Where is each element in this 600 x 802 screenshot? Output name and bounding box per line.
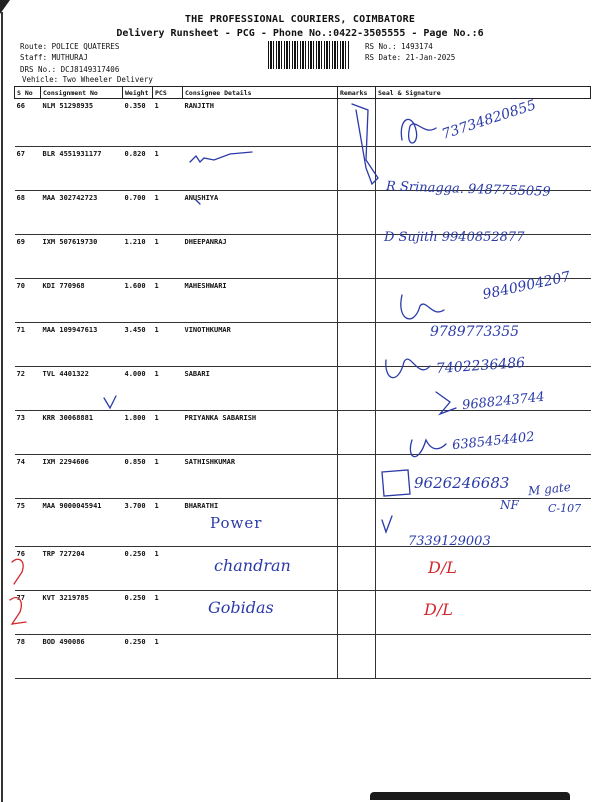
scan-left-edge [1,12,3,802]
cell-weight: 3.700 [123,499,153,547]
table-row [15,635,591,679]
cell-remarks [338,547,376,591]
cell-pcs: 1 [153,147,183,191]
cell-remarks [338,499,376,547]
cell-remarks [338,147,376,191]
cell-weight: 0.250 [123,635,153,679]
cell-sno: 67 [15,147,41,191]
cell-remarks [338,99,376,147]
cell-consignment: KVT 3219785 [41,591,123,635]
cell-sno: 68 [15,191,41,235]
staff-label: Staff: MUTHURAJ [20,53,88,62]
cell-remarks [338,591,376,635]
cell-pcs: 1 [153,191,183,235]
cell-consignee: RANJITH [183,99,338,147]
cell-signature [376,635,591,679]
row-78-delivered-mark: D/L [424,600,453,619]
cell-weight: 0.850 [123,455,153,499]
table-header-row [15,87,591,99]
cell-pcs: 1 [153,455,183,499]
cell-weight: 1.600 [123,279,153,323]
cell-sno: 71 [15,323,41,367]
cell-sno: 77 [15,591,41,635]
cell-consignment: KRR 30068881 [41,411,123,455]
cell-remarks [338,455,376,499]
cell-remarks [338,235,376,279]
cell-sno: 69 [15,235,41,279]
cell-consignee [183,635,338,679]
cell-consignment: BOD 490086 [41,635,123,679]
cell-sno: 78 [15,635,41,679]
cell-consignment: IXM 2294606 [41,455,123,499]
cell-weight: 0.700 [123,191,153,235]
row-77-delivered-mark: D/L [428,558,457,577]
vehicle-label: Vehicle: Two Wheeler Delivery [22,75,153,84]
row-78-consignee-handwriting: Gobidas [208,598,274,617]
row-76-consignee-handwriting: Power [210,514,263,532]
cell-consignee: DHEEPANRAJ [183,235,338,279]
cell-consignment: MAA 109947613 [41,323,123,367]
cell-remarks [338,279,376,323]
col-header-sno: S No [15,87,41,99]
table-row [15,547,591,591]
rs-date: RS Date: 21-Jan-2025 [365,53,456,62]
scan-bottom-smudge [370,792,570,800]
cell-signature [376,547,591,591]
cell-sno: 70 [15,279,41,323]
cell-pcs: 1 [153,99,183,147]
col-header-remarks: Remarks [338,87,376,99]
cell-remarks [338,411,376,455]
cell-remarks [338,323,376,367]
cell-consignee: MAHESHWARI [183,279,338,323]
cell-remarks [338,635,376,679]
cell-sno: 76 [15,547,41,591]
cell-consignment: BLR 4551931177 [41,147,123,191]
cell-weight: 0.250 [123,591,153,635]
company-title: THE PROFESSIONAL COURIERS, COIMBATORE [184,14,416,25]
row-74-phone-handwriting: 6385454402 [451,429,536,454]
cell-consignee: PRIYANKA SABARISH [183,411,338,455]
row-75-phone-handwriting: 9626246683 [414,474,510,492]
row-72-phone-handwriting: 7402236486 [435,354,526,378]
col-header-consignee: Consignee Details [183,87,338,99]
row-75-door-handwriting: C-107 [548,502,582,515]
runsheet-table [14,86,591,679]
row-75-floor-handwriting: NF [500,498,519,512]
cell-weight: 1.800 [123,411,153,455]
row-69-signature-handwriting: D Sujith 9940852877 [384,230,525,245]
cell-consignee: BHARATHI [183,499,338,547]
route-label: Route: POLICE QUATERES [20,42,120,51]
cell-signature [376,591,591,635]
cell-weight: 1.210 [123,235,153,279]
cell-sno: 74 [15,455,41,499]
cell-weight: 0.250 [123,547,153,591]
cell-consignment: IXM 507619730 [41,235,123,279]
cell-remarks [338,367,376,411]
cell-consignment: KDI 770968 [41,279,123,323]
row-75-address-handwriting: M gate [527,479,572,499]
cell-remarks [338,191,376,235]
cell-consignee: ANUSHIYA [183,191,338,235]
row-73-phone-handwriting: 9688243744 [461,389,546,414]
col-header-pcs: PCS [153,87,183,99]
cell-weight: 0.820 [123,147,153,191]
cell-sno: 66 [15,99,41,147]
col-header-weight: Weight [123,87,153,99]
cell-consignee [183,147,338,191]
rs-number: RS No.: 1493174 [365,42,433,51]
cell-consignment: NLM 51298935 [41,99,123,147]
cell-consignment: MAA 302742723 [41,191,123,235]
cell-weight: 3.450 [123,323,153,367]
cell-consignment: TVL 4401322 [41,367,123,411]
cell-pcs: 1 [153,235,183,279]
cell-pcs: 1 [153,411,183,455]
cell-sno: 73 [15,411,41,455]
cell-pcs: 1 [153,323,183,367]
cell-sno: 75 [15,499,41,547]
col-header-consignment: Consignment No [41,87,123,99]
cell-consignee: SATHISHKUMAR [183,455,338,499]
cell-pcs: 1 [153,279,183,323]
row-68-signature-handwriting: R Srinagga. 9487755059 [385,179,551,200]
row-70-phone-handwriting: 9840904207 [481,268,572,304]
row-71-phone-handwriting: 9789773355 [430,324,520,340]
cell-consignment: MAA 9000045941 [41,499,123,547]
col-header-signature: Seal & Signature [376,87,591,99]
runsheet-subtitle: Delivery Runsheet - PCG - Phone No.:0422-3505555 - Page No.:6 [116,28,484,39]
drs-number: DRS No.: DCJ8149317406 [20,65,120,74]
cell-weight: 4.000 [123,367,153,411]
cell-pcs: 1 [153,635,183,679]
cell-pcs: 1 [153,547,183,591]
cell-weight: 0.350 [123,99,153,147]
cell-consignment: TRP 727204 [41,547,123,591]
row-76-phone-handwriting: 7339129003 [408,534,491,549]
row-77-consignee-handwriting: chandran [214,556,291,575]
cell-sno: 72 [15,367,41,411]
row-66-phone-handwriting: 73734820855 [439,97,539,143]
cell-pcs: 1 [153,591,183,635]
cell-pcs: 1 [153,499,183,547]
barcode-image [268,41,350,69]
cell-consignee: VINOTHKUMAR [183,323,338,367]
table-row [15,591,591,635]
cell-pcs: 1 [153,367,183,411]
cell-consignee: SABARI [183,367,338,411]
